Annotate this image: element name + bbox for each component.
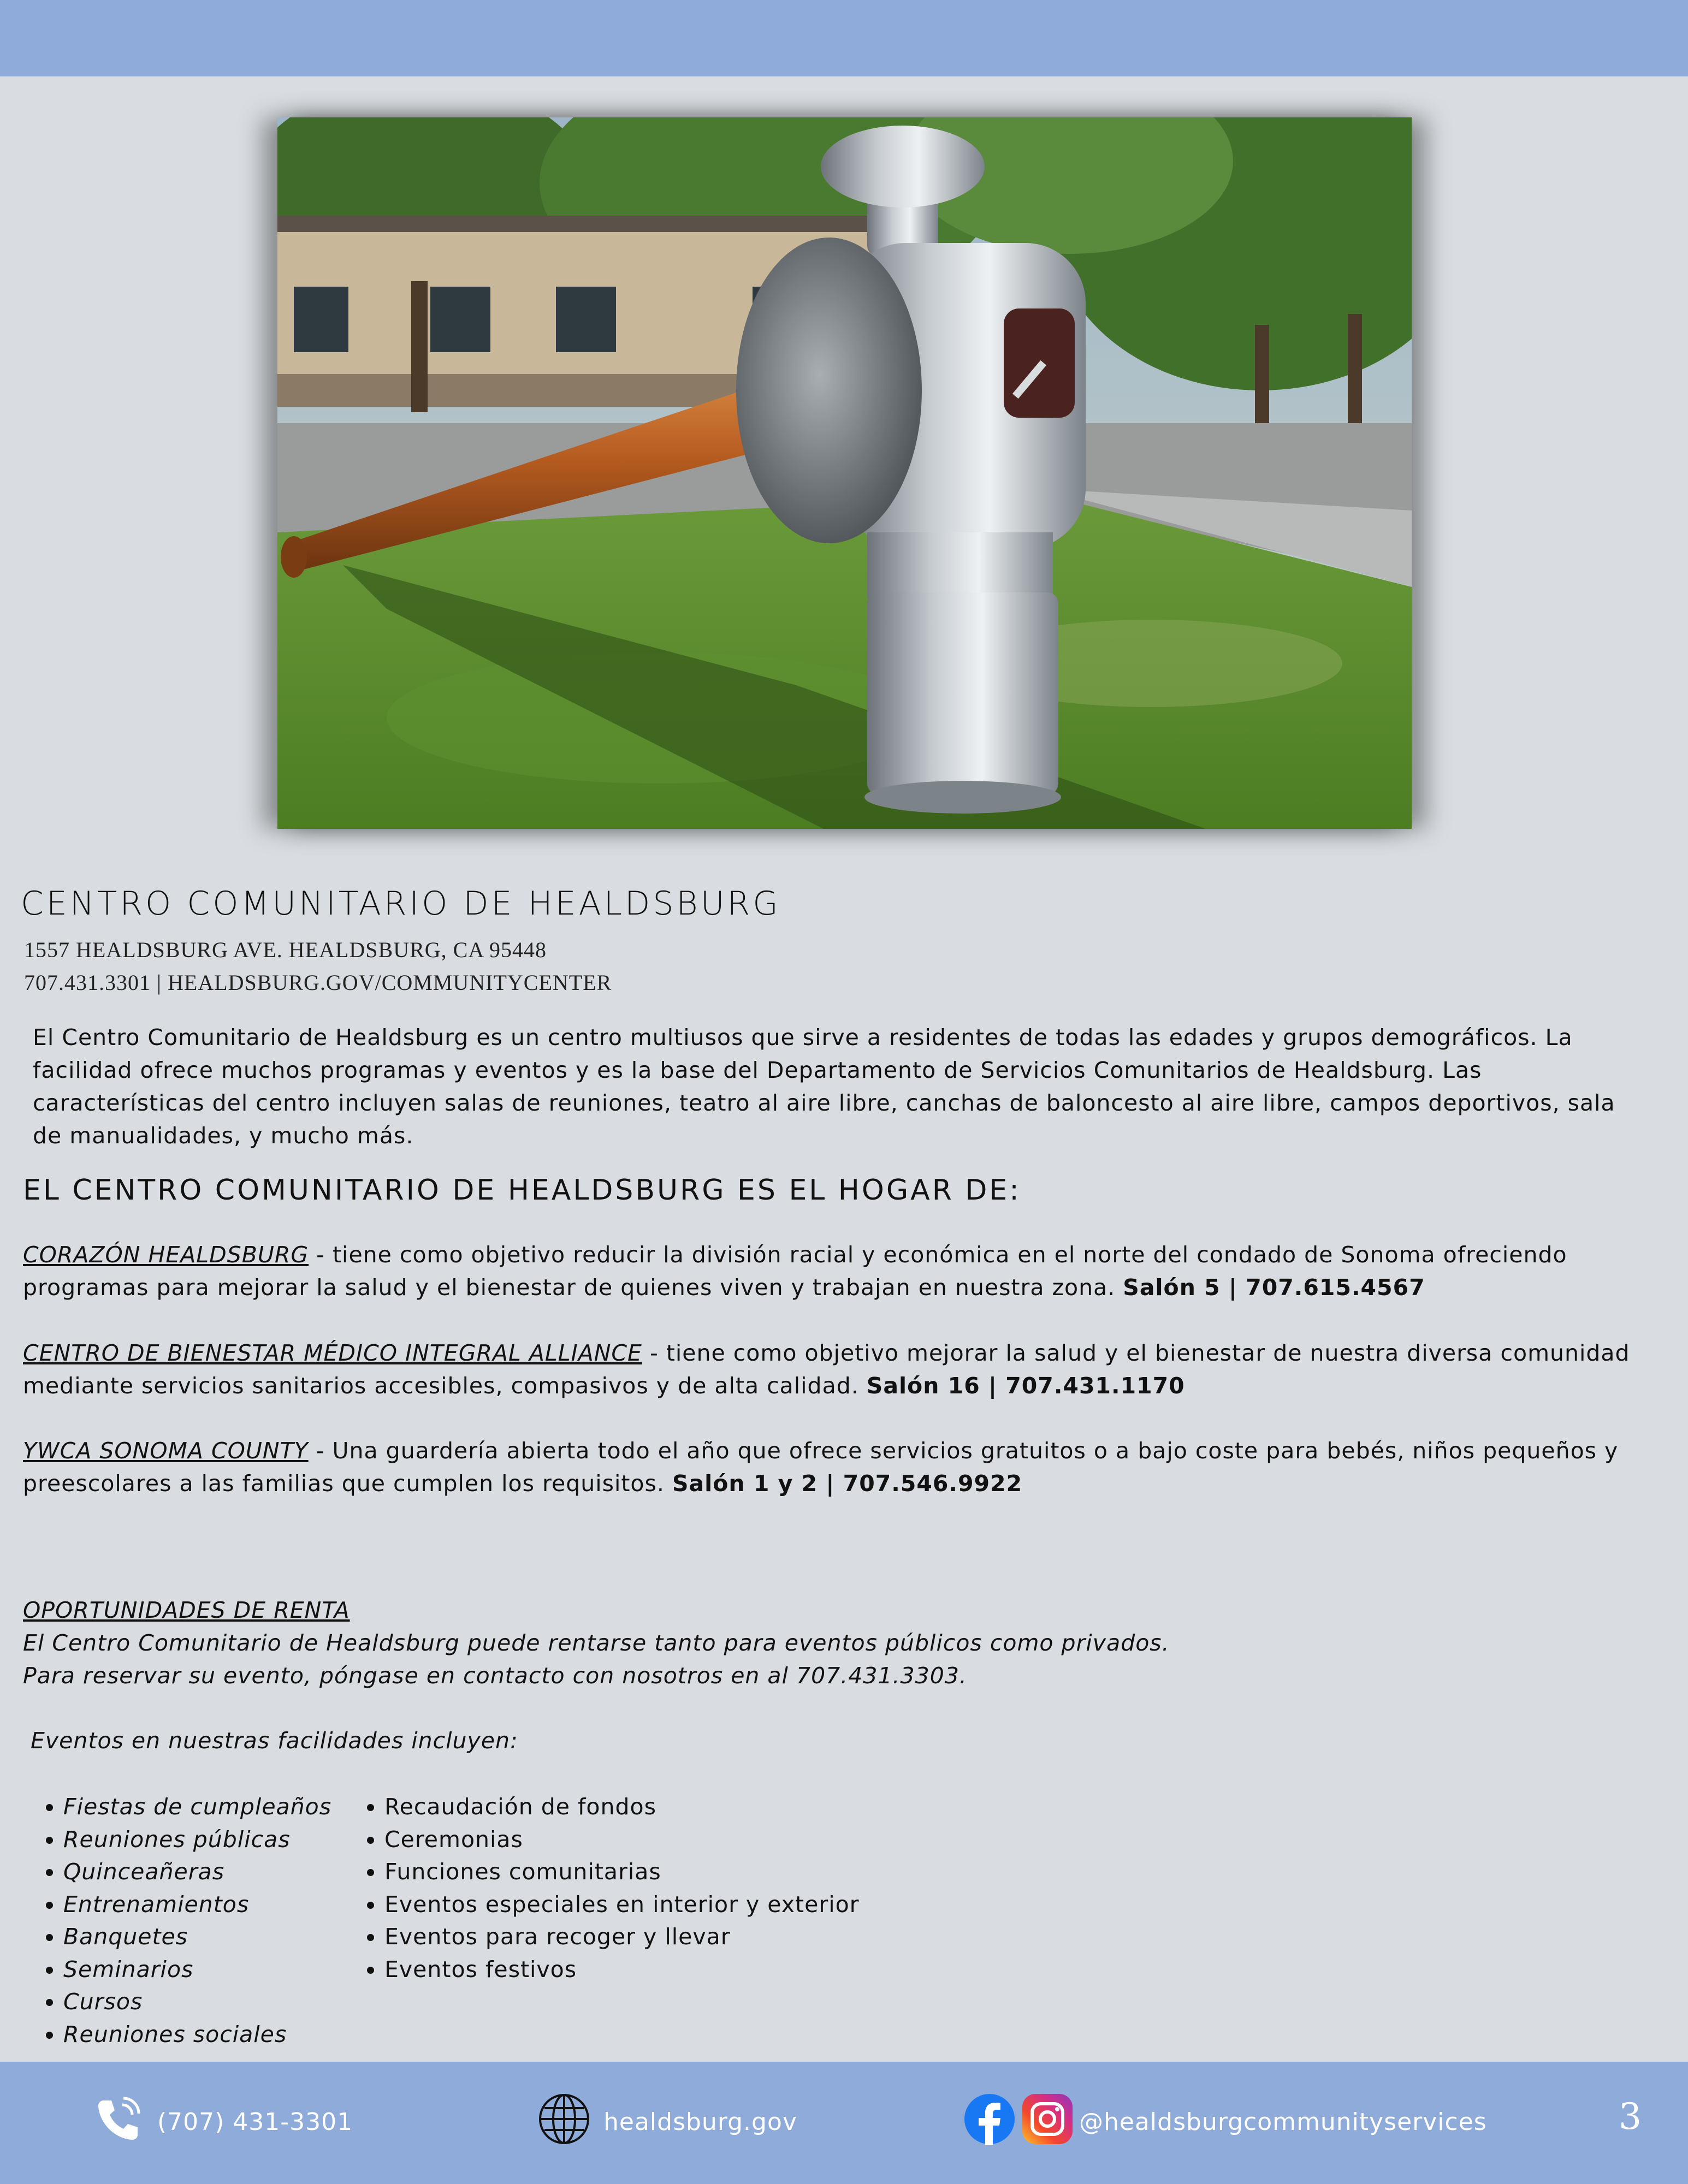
list-item: • Recaudación de fondos [384,1791,865,1824]
org-description: - Una guardería abierta todo el año que ofrece servicios gratuitos o a bajo coste para bebés, niños pequeños y preescolares a las familias que cumplen los requisitos. [23,1438,1619,1497]
list-item: • Ceremonias [384,1824,865,1856]
events-intro: Eventos en nuestras facilidades incluyen: [31,1728,518,1754]
list-item: • Entrenamientos [63,1889,331,1921]
org-description: - tiene como objetivo mejorar la salud y el bienestar de nuestra diversa comunidad mediante servicios sanitarios accesibles, compasivos y de alta calidad. [23,1340,1630,1399]
org-description: - tiene como objetivo reducir la división racial y económica en el norte del condado de Sonoma ofreciendo programas para mejorar la salud y el bienestar de quienes viven y trabajan en nuestra zona. [23,1242,1567,1301]
org-contact: Salón 16 | 707.431.1170 [866,1373,1185,1399]
page-number: 3 [1619,2096,1642,2138]
org-ywca [23,1434,1661,1500]
facebook-icon[interactable] [963,2093,1016,2151]
events-list-2 [353,1791,865,1986]
footer-social[interactable] [963,2094,1487,2149]
list-item: • Banquetes [63,1921,331,1954]
list-item: • Cursos [63,1986,331,2019]
org-name: YWCA SONOMA COUNTY [23,1438,309,1464]
org-alliance [23,1337,1661,1402]
footer-social-handle: @healdsburgcommunityservices [1079,2108,1487,2136]
list-item: • Eventos especiales en interior y exterior [384,1889,865,1921]
org-contact: Salón 1 y 2 | 707.546.9922 [672,1470,1023,1497]
org-corazon [23,1238,1661,1304]
intro-paragraph: El Centro Comunitario de Healdsburg es un centro multiusos que sirve a residentes de todas las edades y grupos demográficos. La facilidad ofrece muchos programas y eventos y es la base del Departamento de Servicios Comunitarios de Healdsburg. Las características del centro incluyen salas de reuniones, teatro al aire libre, canchas de baloncesto al aire libre, campos deportivos, sala de manualidades, y mucho más. [33,1024,1615,1149]
phone-icon [92,2093,144,2151]
list-item: • Eventos para recoger y llevar [384,1921,865,1954]
rental-line-1: El Centro Comunitario de Healdsburg puede rentarse tanto para eventos públicos como privados. [23,1630,1170,1656]
list-item: • Fiestas de cumpleaños [63,1791,331,1824]
address: 1557 HEALDSBURG AVE. HEALDSBURG, CA 95448 [24,937,547,962]
org-name: CENTRO DE BIENESTAR MÉDICO INTEGRAL ALLIANCE [23,1340,642,1366]
list-item: • Reuniones sociales [63,2019,331,2051]
footer-phone-text: (707) 431-3301 [157,2108,353,2136]
footer-website-text: healdsburg.gov [603,2108,797,2136]
section-heading-home-of: EL CENTRO COMUNITARIO DE HEALDSBURG ES EL HOGAR DE: [23,1174,1021,1207]
globe-icon [538,2093,590,2151]
org-contact: Salón 5 | 707.615.4567 [1123,1274,1425,1301]
hammer-sculpture-photo [277,117,1412,829]
list-item: • Reuniones públicas [63,1824,331,1856]
rental-line-2: Para reservar su evento, póngase en contacto con nosotros en al 707.431.3303. [23,1663,967,1689]
list-item: • Eventos festivos [384,1954,865,1986]
footer-website[interactable] [538,2094,797,2149]
rental-title: OPORTUNIDADES DE RENTA [23,1597,350,1623]
list-item: • Quinceañeras [63,1856,331,1889]
footer-phone[interactable] [92,2094,353,2149]
list-item: • Seminarios [63,1954,331,1986]
instagram-icon[interactable] [1021,2093,1074,2151]
page-title: CENTRO COMUNITARIO DE HEALDSBURG [21,885,781,923]
contact-line: 707.431.3301 | HEALDSBURG.GOV/COMMUNITYCENTER [24,970,612,995]
top-band [0,0,1688,76]
list-item: • Funciones comunitarias [384,1856,865,1889]
events-list-1 [32,1791,331,2051]
org-name: CORAZÓN HEALDSBURG [23,1242,309,1268]
